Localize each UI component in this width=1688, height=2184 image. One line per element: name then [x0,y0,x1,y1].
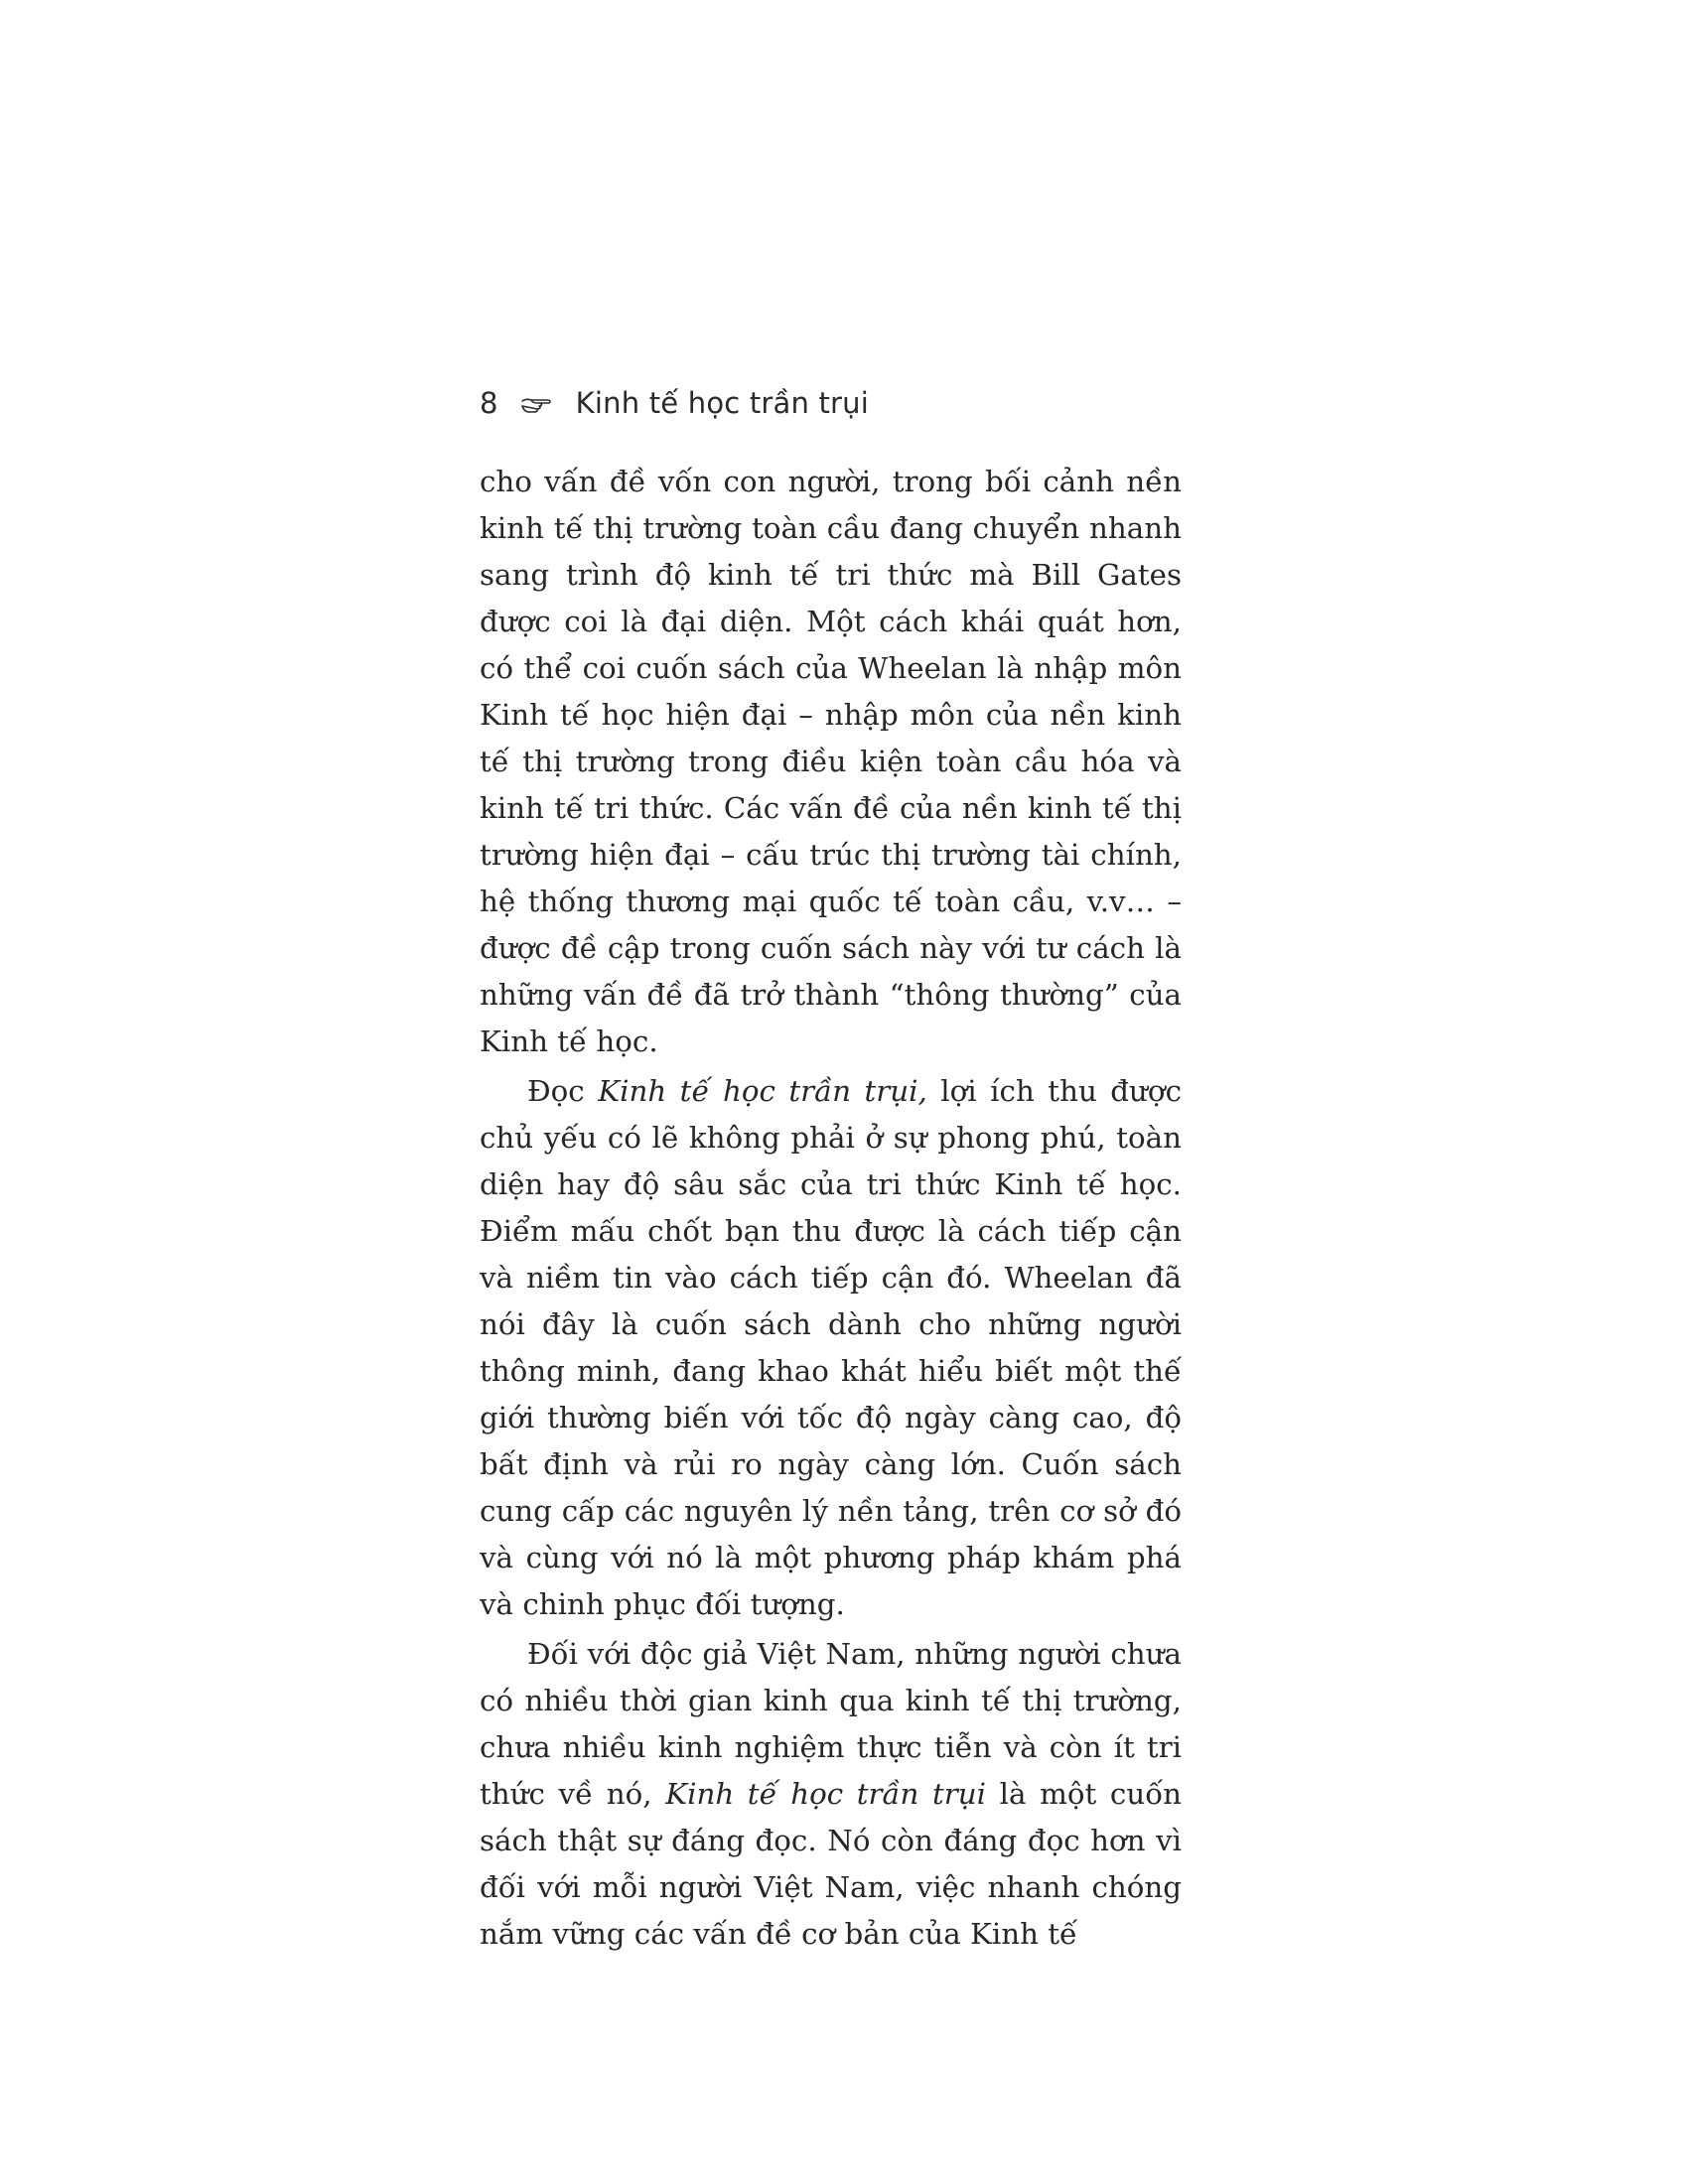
paragraph-3-start: Đối với độc giả Việt Nam, những người chưa có nhiều thời gian kinh qua kinh tế thị trường, chưa nhiều kinh nghiệm thực tiễn và còn ít tri thức về nó, [480,1637,1182,1811]
paragraph-2-rest: lợi ích thu được chủ yếu có lẽ không phải ở sự phong phú, toàn diện hay độ sâu sắc của tri thức Kinh tế học. Điểm mấu chốt bạn thu được là cách tiếp cận và niềm tin vào cách tiếp cận đó. Wheelan đã nói đây là cuốn sách dành cho những người thông minh, đang khao khát hiểu biết một thế giới thường biến với tốc độ ngày càng cao, độ bất định và rủi ro ngày càng lớn. Cuốn sách cung cấp các nguyên lý nền tảng, trên cơ sở đó và cùng với nó là một phương pháp khám phá và chinh phục đối tượng. [480,1074,1182,1621]
paragraph-3-rest: là một cuốn sách thật sự đáng đọc. Nó còn đáng đọc hơn vì đối với mỗi người Việt Nam, việc nhanh chóng nắm vững các vấn đề cơ bản của Kinh tế [480,1777,1182,1951]
page-number: 8 [480,386,498,420]
running-title: Kinh tế học trần trụi [575,386,870,420]
book-title-italic: Kinh tế học trần trụi [665,1777,987,1811]
pointing-hand-icon [520,394,554,414]
body-text [480,459,1182,1961]
book-title-italic: Kinh tế học trần trụi, [598,1074,927,1108]
paragraph-3 [480,1631,1182,1958]
running-header [480,381,869,425]
paragraph-2 [480,1068,1182,1628]
paragraph-1: cho vấn đề vốn con người, trong bối cảnh nền kinh tế thị trường toàn cầu đang chuyển nhanh sang trình độ kinh tế tri thức mà Bill Gates được coi là đại diện. Một cách khái quát hơn, có thể coi cuốn sách của Wheelan là nhập môn Kinh tế học hiện đại – nhập môn của nền kinh tế thị trường trong điều kiện toàn cầu hóa và kinh tế tri thức. Các vấn đề của nền kinh tế thị trường hiện đại – cấu trúc thị trường tài chính, hệ thống thương mại quốc tế toàn cầu, v.v… – được đề cập trong cuốn sách này với tư cách là những vấn đề đã trở thành “thông thường” của Kinh tế học. [480,465,1182,1058]
paragraph-2-start: Đọc [527,1074,599,1108]
